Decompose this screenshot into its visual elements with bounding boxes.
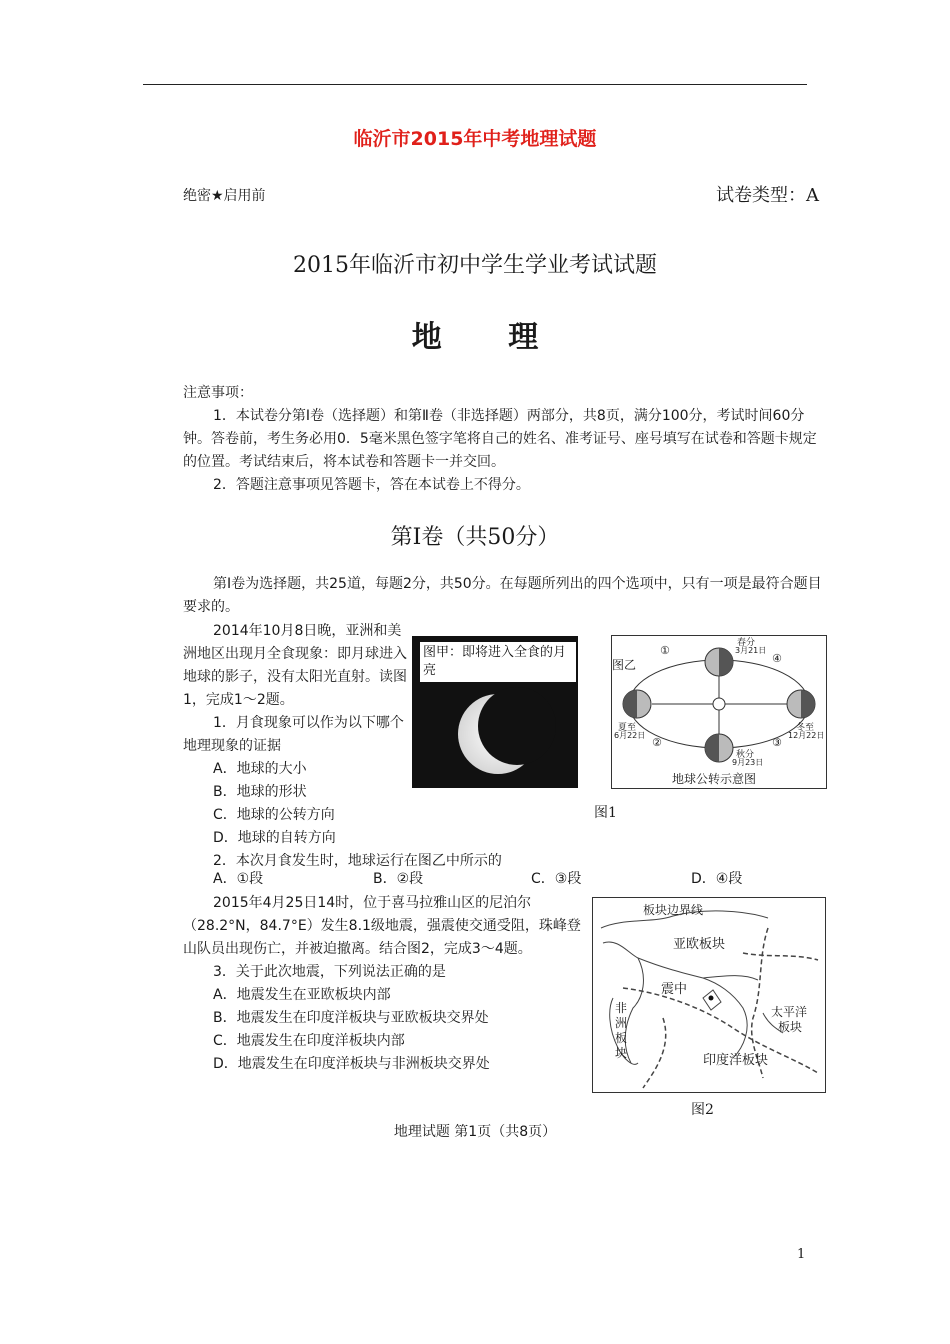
segment-1-label: ① — [660, 644, 670, 657]
orbit-panel-label: 图乙 — [612, 658, 637, 672]
pacific-plate-label-2: 板块 — [778, 1020, 803, 1034]
question-1-option-c: C．地球的公转方向 — [213, 807, 335, 823]
question-1-option-b: B．地球的形状 — [213, 784, 307, 800]
question-2-option-c: C．③段 — [531, 871, 582, 887]
question-3-option-c: C．地震发生在印度洋板块内部 — [213, 1033, 405, 1049]
header-rule — [143, 84, 807, 85]
subject-title: 地 理 — [411, 320, 567, 355]
passage-2: 2015年4月25日14时，位于喜马拉雅山区的尼泊尔（28.2°N，84.7°E）发生8.1级地震，强震使交通受阻，珠峰登山队员出现伤亡，并被迫撤离。结合图2，完成3～4题。 — [183, 895, 581, 957]
confidential-label: 绝密★启用前 — [183, 188, 266, 204]
section-intro-text: 第Ⅰ卷为选择题，共25道，每题2分，共50分。在每题所列出的四个选项中，只有一项是最符合题目要求的。 — [183, 576, 822, 615]
page-footer: 地理试题 第1页（共8页） — [393, 1124, 557, 1140]
winter-solstice-label: 冬至 — [796, 723, 815, 733]
spring-equinox-label: 春分 — [737, 638, 756, 648]
summer-solstice-date: 6月22日 — [614, 731, 646, 740]
plate-map — [592, 897, 826, 1093]
question-2-option-d: D．④段 — [691, 871, 743, 887]
autumn-equinox-date: 9月23日 — [732, 758, 764, 767]
question-3-option-b: B．地震发生在印度洋板块与亚欧板块交界处 — [213, 1010, 489, 1026]
segment-2-label: ② — [652, 736, 662, 749]
question-1-option-a: A．地球的大小 — [213, 761, 307, 777]
question-2-stem: 2．本次月食发生时，地球运行在图乙中所示的 — [213, 853, 502, 869]
spring-equinox-date: 3月21日 — [735, 646, 767, 655]
figure-1-caption: 图1 — [594, 805, 617, 821]
paper-type-label: 试卷类型：A — [716, 185, 819, 206]
notice-item-2: 2．答题注意事项见答题卡，答在本试卷上不得分。 — [213, 477, 530, 493]
question-1-option-d: D．地球的自转方向 — [213, 830, 336, 846]
crescent-moon-icon — [412, 636, 578, 788]
page-number: 1 — [797, 1247, 806, 1262]
exam-title: 2015年临沂市初中学生学业考试试题 — [293, 253, 657, 278]
notice-block — [183, 382, 828, 497]
question-3-stem: 3．关于此次地震，下列说法正确的是 — [213, 964, 446, 980]
epicenter-label: 震中 — [661, 982, 688, 997]
orbit-diagram — [611, 635, 827, 789]
question-3-option-a: A．地震发生在亚欧板块内部 — [213, 987, 391, 1003]
question-block-2 — [183, 892, 581, 1076]
summer-solstice-label: 夏至 — [618, 723, 637, 733]
pacific-plate-label-1: 太平洋 — [771, 1005, 808, 1019]
segment-4-label: ④ — [772, 652, 782, 665]
orbit-diagram-svg — [612, 636, 826, 788]
notice-heading: 注意事项： — [183, 385, 253, 401]
eclipse-photo — [412, 636, 578, 788]
plate-boundary-label: 板块边界线 — [643, 903, 704, 917]
african-plate-label: 非 洲 板 块 — [615, 1001, 628, 1060]
document-title: 临沂市2015年中考地理试题 — [353, 128, 597, 150]
section-intro — [183, 573, 828, 619]
figure-2-caption: 图2 — [691, 1102, 714, 1118]
eurasian-plate-label: 亚欧板块 — [673, 937, 726, 952]
segment-3-label: ③ — [772, 736, 782, 749]
winter-solstice-date: 12月22日 — [788, 731, 825, 740]
question-1-stem: 1．月食现象可以作为以下哪个地理现象的证据 — [183, 715, 404, 754]
question-2-option-b: B．②段 — [373, 871, 424, 887]
indian-plate-label: 印度洋板块 — [703, 1053, 769, 1068]
notice-item-1: 1．本试卷分第Ⅰ卷（选择题）和第Ⅱ卷（非选择题）两部分，共8页，满分100分，考试时间60分钟。答卷前，考生务必用0．5毫米黑色签字笔将自己的姓名、准考证号、座号填写在试卷和答题卡规定的位置。考试结束后，将本试卷和答题卡一并交回。 — [183, 408, 817, 470]
section-title: 第Ⅰ卷（共50分） — [390, 525, 560, 550]
orbit-caption: 地球公转示意图 — [672, 772, 757, 786]
question-2-option-a: A．①段 — [213, 871, 264, 887]
autumn-equinox-label: 秋分 — [736, 750, 755, 760]
question-3-option-d: D．地震发生在印度洋板块与非洲板块交界处 — [213, 1056, 490, 1072]
eclipse-photo-label: 图甲：即将进入全食的月亮 — [420, 642, 576, 682]
passage-1: 2014年10月8日晚，亚洲和美洲地区出现月全食现象：即月球进入地球的影子，没有太阳光直射。读图1，完成1～2题。 — [183, 623, 407, 708]
